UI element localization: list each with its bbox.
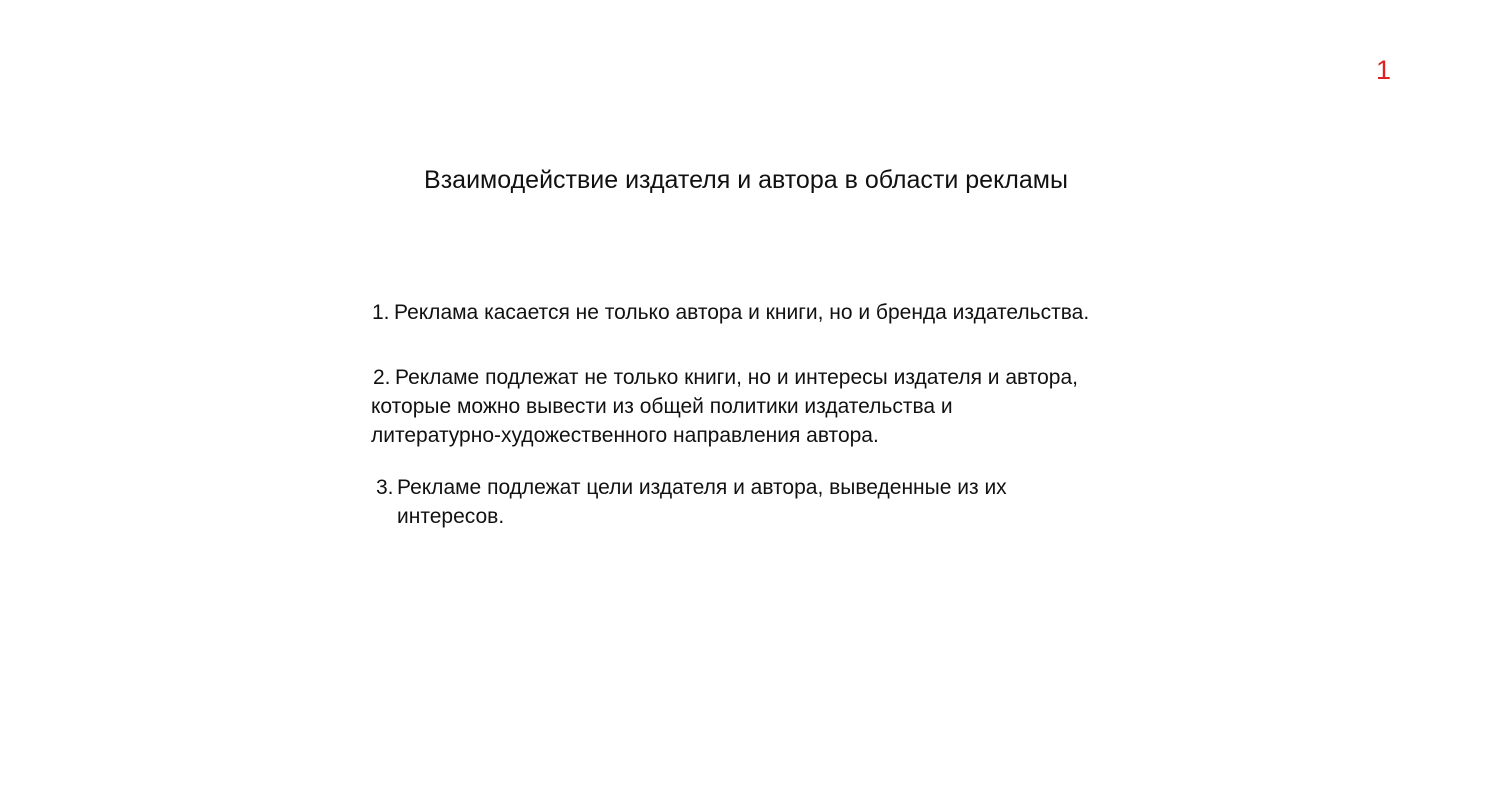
list-item-number: 2. — [373, 366, 391, 389]
list-item-text-line: которые можно вывести из общей политики издательства и — [371, 395, 953, 418]
list-item-number: 3. — [376, 476, 394, 499]
list-item-text-line: литературно-художественного направления автора. — [371, 424, 879, 447]
list-item-number: 1. — [372, 301, 390, 324]
list-item-text: Реклама касается не только автора и книги, но и бренда издательства. — [394, 301, 1090, 324]
list-item-text-line: Рекламе подлежат не только книги, но и интересы издателя и автора, — [395, 366, 1078, 389]
page-number: 1 — [1376, 55, 1392, 85]
list-item-text-line: Рекламе подлежат цели издателя и автора, выведенные из их — [397, 476, 1007, 499]
slide-title: Взаимодействие издателя и автора в области рекламы — [424, 166, 1068, 194]
list-item-text-line: интересов. — [397, 505, 505, 528]
